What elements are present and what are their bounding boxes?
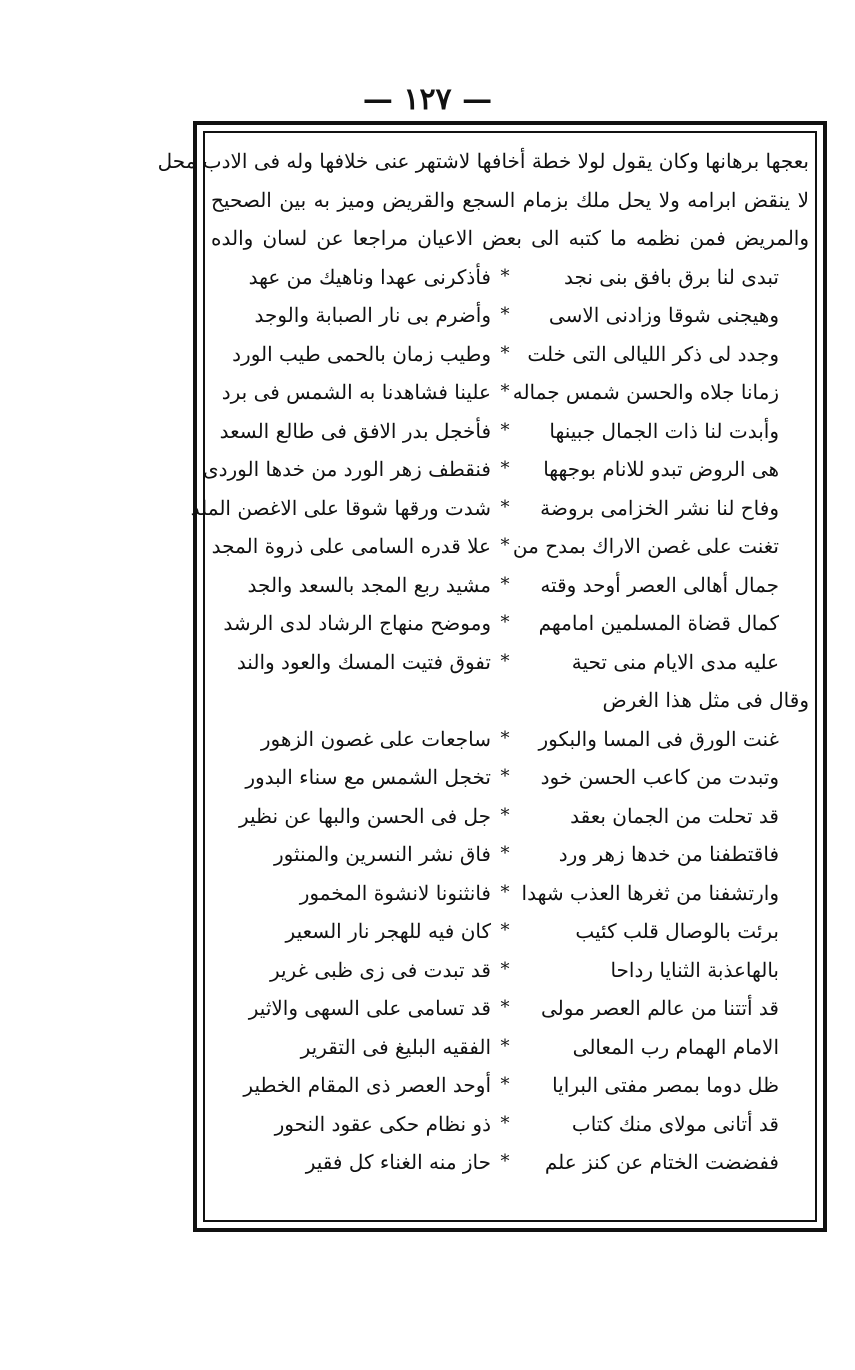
first-hemistich: قد أتتنا من عالم العصر مولى [541, 996, 779, 1020]
second-hemistich: وموضح منهاج الرشاد لدى الرشد [223, 611, 491, 635]
second-hemistich: ساجعات على غصون الزهور [260, 726, 491, 751]
second-hemistich: مشيد ربع المجد بالسعد والجد [247, 572, 491, 597]
verse-separator-star: * [500, 535, 510, 556]
second-hemistich: وأضرم بى نار الصبابة والوجد [254, 303, 491, 327]
verse-separator-star: * [500, 958, 510, 980]
second-hemistich: تخجل الشمس مع سناء البدور [245, 765, 491, 789]
first-hemistich: وهيجنى شوقا وزادنى الاسى [548, 303, 779, 327]
first-hemistich: ظل دوما بمصر مفتى البرايا [552, 1073, 779, 1097]
verse-separator-star: * [500, 727, 510, 749]
verse-separator-star: * [500, 381, 510, 402]
verse-row [190, 490, 779, 526]
verse-row [219, 413, 779, 449]
verse-row [241, 567, 779, 603]
verse-row [241, 913, 779, 949]
verse-separator-star: * [500, 1151, 510, 1172]
verse-row [241, 1029, 779, 1065]
verse-row [211, 528, 779, 564]
first-hemistich: قد أتانى مولاى منك كتاب [571, 1111, 779, 1136]
first-hemistich: فاقتطفنا من خدها زهر ورد [558, 842, 779, 866]
first-hemistich: وارتشفنا من ثغرها العذب شهدا [521, 880, 779, 905]
second-hemistich: حاز منه الغناء كل فقير [305, 1150, 491, 1174]
verse-row [241, 759, 779, 795]
verse-row [238, 798, 779, 834]
second-hemistich: فانثنونا لانشوة المخمور [299, 880, 491, 905]
verse-separator-star: * [500, 265, 510, 287]
verse-separator-star: * [500, 612, 510, 633]
verse-row [241, 297, 779, 333]
verse-row [221, 374, 779, 410]
verse-separator-star: * [500, 458, 510, 479]
first-hemistich: وتبدت من كاعب الحسن خود [540, 765, 779, 789]
verse-separator-star: * [500, 419, 510, 441]
verse-separator-star: * [500, 650, 510, 672]
poem-heading: وقال فى مثل هذا الغرض [602, 688, 809, 712]
verse-separator-star: * [500, 804, 510, 826]
second-hemistich: فأخجل بدر الافق فى طالع السعد [219, 418, 491, 443]
text-block [157, 125, 810, 1228]
second-hemistich: فنقطف زهر الورد من خدها الوردى [202, 457, 491, 481]
second-hemistich: الفقيه البليغ فى التقرير [300, 1034, 491, 1059]
verse-separator-star: * [500, 997, 510, 1018]
verse-row [241, 952, 779, 988]
first-hemistich: وأبدت لنا ذات الجمال جبينها [549, 418, 779, 443]
first-hemistich: قد تحلت من الجمان بعقد [570, 803, 779, 828]
first-hemistich: كمال قضاة المسلمين امامهم [538, 611, 779, 635]
first-hemistich: برئت بالوصال قلب كئيب [575, 919, 779, 943]
first-hemistich: وجدد لى ذكر الليالى التى خلت [527, 341, 779, 366]
second-hemistich: ذو نظام حكى عقود النحور [274, 1111, 491, 1136]
verse-row [223, 605, 779, 641]
verse-row [241, 1067, 779, 1103]
verse-separator-star: * [500, 1035, 510, 1057]
first-hemistich: عليه مدى الايام منى تحية [571, 649, 779, 674]
second-hemistich: تفوق فتيت المسك والعود والند [236, 649, 491, 674]
prose-line: لا ينقض ابرامه ولا يحل ملك بزمام السجع والقريض وميز به بين الصحيح [211, 187, 809, 212]
verse-separator-star: * [500, 304, 510, 325]
verse-separator-star: * [500, 342, 510, 364]
first-hemistich: ففضضت الختام عن كنز علم [544, 1150, 779, 1174]
first-hemistich: وفاح لنا نشر الخزامى بروضة [540, 495, 779, 520]
prose-line: والمريض فمن نظمه ما كتبه الى بعض الاعيان مراجعا عن لسان والده [211, 226, 810, 250]
first-hemistich: تبدى لنا برق بافق بنى نجد [563, 264, 779, 289]
first-hemistich: زمانا جلاه والحسن شمس جماله [512, 380, 779, 404]
second-hemistich: قد تبدت فى زى ظبى غرير [269, 957, 491, 982]
verse-separator-star: * [500, 573, 510, 595]
second-hemistich: كان فيه للهجر نار السعير [285, 919, 491, 943]
second-hemistich: فاق نشر النسرين والمنثور [274, 842, 491, 866]
second-hemistich: علا قدره السامى على ذروة المجد [211, 534, 491, 558]
first-hemistich: هى الروض تبدو للانام بوجهها [543, 457, 779, 481]
second-hemistich: أوحد العصر ذى المقام الخطير [243, 1073, 491, 1097]
verse-separator-star: * [500, 496, 510, 518]
first-hemistich: بالهاعذبة الثنايا رداحا [610, 957, 779, 982]
second-hemistich: فأذكرنى عهدا وناهيك من عهد [248, 264, 491, 289]
verse-row [232, 336, 779, 372]
verse-separator-star: * [500, 843, 510, 864]
prose-line: بعجها برهانها وكان يقول لولا خطة أخافها لاشتهر عنى خلافها وله فى الادب محل [157, 149, 809, 173]
first-hemistich: جمال أهالى العصر أوحد وقته [540, 572, 779, 597]
second-hemistich: قد تسامى على السهى والاثير [248, 996, 491, 1020]
verse-row [236, 644, 779, 680]
verse-row [241, 1106, 779, 1142]
verse-separator-star: * [500, 881, 510, 903]
page-number: — ١٢٧ — [362, 82, 493, 117]
first-hemistich: تغنت على غصن الاراك بمدح من [512, 534, 779, 558]
text-frame [157, 121, 827, 1232]
verse-separator-star: * [500, 766, 510, 787]
second-hemistich: شدت ورقها شوقا على الاغصن الملد [190, 495, 491, 520]
verse-separator-star: * [500, 1112, 510, 1134]
verse-row [241, 875, 779, 911]
verse-separator-star: * [500, 1074, 510, 1095]
second-hemistich: وطيب زمان بالحمى طيب الورد [232, 341, 491, 366]
first-hemistich: الامام الهمام رب المعالى [572, 1034, 779, 1059]
first-hemistich: غنت الورق فى المسا والبكور [538, 726, 779, 751]
verse-separator-star: * [500, 920, 510, 941]
verse-row [241, 1144, 779, 1180]
verse-row [241, 990, 779, 1026]
verse-row [241, 259, 779, 295]
second-hemistich: جل فى الحسن والبها عن نظير [238, 803, 491, 828]
second-hemistich: علينا فشاهدنا به الشمس فى برد [221, 380, 491, 404]
verse-row [241, 721, 779, 757]
verse-row [202, 451, 779, 487]
verse-row [241, 836, 779, 872]
